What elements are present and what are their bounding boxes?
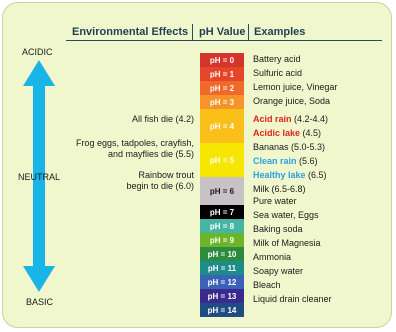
ph-cell: pH = 13 [200, 289, 244, 303]
example-label: Acid rain [253, 114, 292, 124]
example-text [253, 128, 321, 138]
example-text [253, 96, 330, 106]
ph-cell: pH = 10 [200, 247, 244, 261]
label-acidic: ACIDIC [22, 47, 53, 57]
example-text [253, 114, 328, 124]
effect-line: Rainbow trout [138, 170, 194, 180]
ph-cell: pH = 4 [200, 109, 244, 143]
example-label: Milk (6.5-6.8) [253, 184, 306, 194]
example-text [253, 252, 291, 262]
example-text [253, 224, 303, 234]
ph-cell: pH = 6 [200, 177, 244, 205]
example-range: (4.5) [300, 128, 322, 138]
example-text [253, 266, 303, 276]
example-text [253, 82, 337, 92]
header-environmental-effects: Environmental Effects [72, 26, 189, 38]
example-label: Soapy water [253, 266, 304, 276]
environmental-effect [76, 138, 194, 160]
example-label: Sea water, Eggs [253, 210, 319, 220]
ph-cell: pH = 7 [200, 205, 244, 219]
example-label: Battery acid [253, 54, 301, 64]
example-text [253, 280, 281, 290]
header-ph-value: pH Value [199, 26, 246, 38]
environmental-effect [132, 114, 194, 125]
label-basic: BASIC [26, 297, 54, 307]
label-neutral: NEUTRAL [18, 172, 61, 182]
effect-line: All fish die (4.2) [131, 114, 194, 124]
arrow-head-up [23, 60, 55, 86]
example-label: Clean rain [253, 156, 297, 166]
ph-cell: pH = 9 [200, 233, 244, 247]
header-examples: Examples [254, 26, 306, 38]
example-text [253, 294, 332, 304]
example-text [253, 238, 321, 248]
example-label: Sulfuric acid [253, 68, 303, 78]
example-range: (6.5) [305, 170, 327, 180]
example-label: Baking soda [253, 224, 303, 234]
ph-cell: pH = 5 [200, 143, 244, 177]
example-text [253, 184, 306, 194]
ph-cell: pH = 2 [200, 81, 244, 95]
ph-cell: pH = 14 [200, 303, 244, 317]
example-label: Lemon juice, Vinegar [253, 82, 338, 92]
example-text [253, 170, 327, 180]
example-label: Bleach [253, 280, 281, 290]
effect-line: and mayflies die (5.5) [107, 149, 194, 159]
example-text [253, 210, 319, 220]
environmental-effect [126, 170, 194, 192]
ph-cell: pH = 12 [200, 275, 244, 289]
example-label: Bananas (5.0-5.3) [253, 142, 326, 152]
ph-cell: pH = 11 [200, 261, 244, 275]
example-text [253, 196, 297, 206]
example-label: Ammonia [253, 252, 292, 262]
arrow-head-down [23, 266, 55, 292]
effect-line: Frog eggs, tadpoles, crayfish, [75, 138, 194, 148]
ph-cell: pH = 8 [200, 219, 244, 233]
example-range: (4.2-4.4) [291, 114, 329, 124]
example-label: Healthy lake [253, 170, 306, 180]
example-label: Orange juice, Soda [253, 96, 331, 106]
example-text [253, 68, 302, 78]
ph-cell: pH = 1 [200, 67, 244, 81]
example-text [253, 142, 325, 152]
example-text [253, 156, 318, 166]
example-label: Liquid drain cleaner [253, 294, 332, 304]
example-label: Acidic lake [253, 128, 301, 138]
example-label: Pure water [253, 196, 297, 206]
ph-cell: pH = 3 [200, 95, 244, 109]
effect-line: begin to die (6.0) [126, 181, 194, 191]
example-label: Milk of Magnesia [253, 238, 321, 248]
ph-cell: pH = 0 [200, 53, 244, 67]
example-range: (5.6) [296, 156, 318, 166]
example-text [253, 54, 301, 64]
